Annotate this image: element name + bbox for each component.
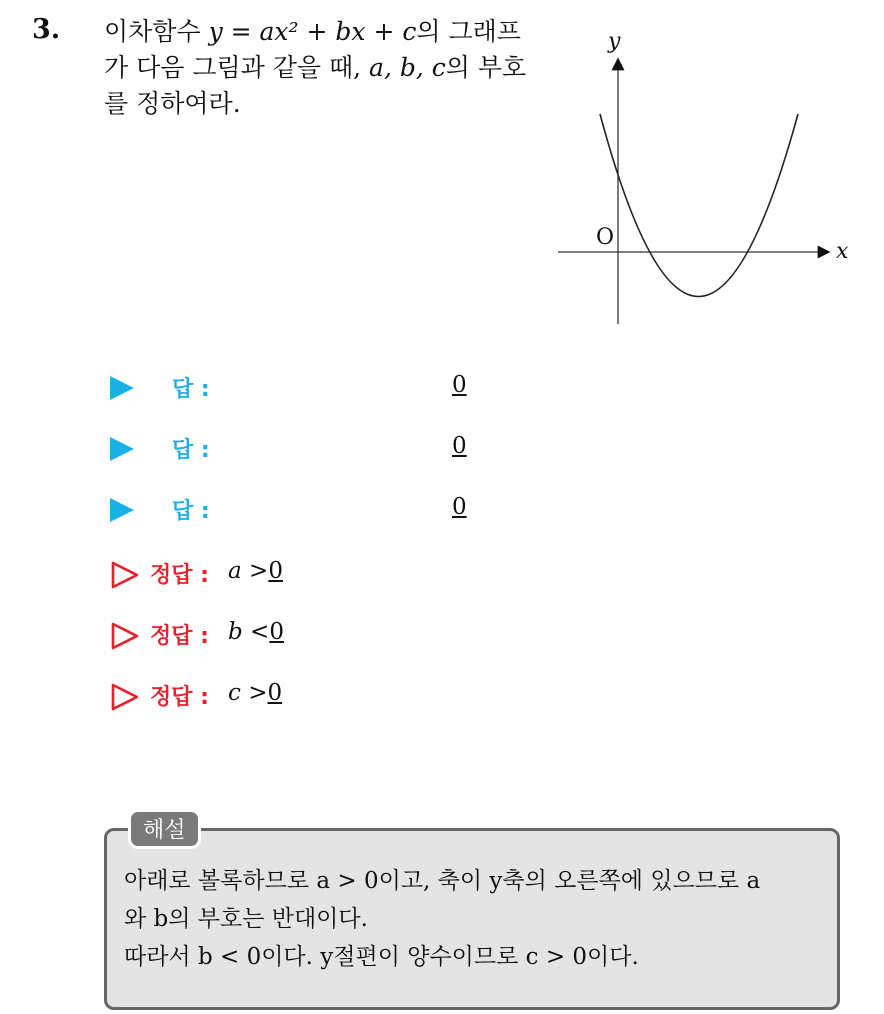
question-text-part3: 의 부호를 정하여라.: [104, 53, 527, 118]
question-text-part2: 의 그래프가 다음 그림과 같을 때,: [104, 17, 521, 82]
solution-line-3: 따라서 b < 0이다. y절편이 양수이므로 c > 0이다.: [124, 944, 639, 970]
answer-label: 답 :: [172, 377, 210, 402]
correct-answer-op: >: [249, 558, 269, 584]
correct-answer-value: 0: [267, 680, 283, 706]
answer-row-3: [110, 492, 610, 532]
correct-answer-row-1: [110, 556, 610, 596]
correct-answer-expression: [228, 558, 283, 584]
solution-text: [124, 862, 832, 976]
x-axis-label: x: [836, 239, 849, 264]
correct-answer-expression: [228, 680, 282, 706]
parabola-graph: [548, 24, 868, 334]
play-triangle-icon: [110, 498, 134, 522]
answer-row-2: [110, 431, 610, 471]
correct-answer-op: <: [250, 619, 270, 645]
solution-line-1: 아래로 볼록하므로 a > 0이고, 축이 y축의 오른쪽에 있으므로 a: [124, 868, 761, 894]
question-text: [104, 14, 544, 122]
parabola-curve: [600, 114, 798, 297]
answer-value[interactable]: 0: [452, 433, 467, 459]
answer-label: 답 :: [172, 438, 210, 463]
y-axis-label: y: [608, 29, 621, 54]
answer-value[interactable]: 0: [452, 494, 467, 520]
correct-answer-value: 0: [269, 619, 284, 645]
correct-answer-row-2: [110, 617, 610, 657]
outline-triangle-icon: [110, 682, 140, 712]
question-vars: a, b, c: [369, 53, 446, 82]
correct-answer-label: 정답 :: [150, 685, 209, 710]
solution-tab: 해설: [128, 809, 201, 849]
solution-line-2: 와 b의 부호는 반대이다.: [124, 906, 368, 932]
correct-answer-expression: [228, 619, 284, 645]
answer-value[interactable]: 0: [452, 372, 467, 398]
correct-answer-op: >: [248, 680, 268, 706]
question-number: 3.: [32, 14, 61, 45]
play-triangle-icon: [110, 437, 134, 461]
question-equation: y = ax² + bx + c: [208, 17, 417, 46]
correct-answer-row-3: [110, 678, 610, 718]
correct-answer-var: b: [228, 619, 243, 645]
answer-row-1: [110, 370, 610, 410]
play-triangle-icon: [110, 376, 134, 400]
origin-label: O: [596, 225, 615, 250]
answer-label: 답 :: [172, 499, 210, 524]
question-text-part1: 이차함수: [104, 17, 209, 46]
outline-triangle-icon: [110, 560, 140, 590]
correct-answer-label: 정답 :: [150, 563, 209, 588]
correct-answer-var: c: [228, 680, 241, 706]
outline-triangle-icon: [110, 621, 140, 651]
correct-answer-var: a: [228, 558, 242, 584]
correct-answer-value: 0: [268, 558, 283, 584]
correct-answer-label: 정답 :: [150, 624, 209, 649]
